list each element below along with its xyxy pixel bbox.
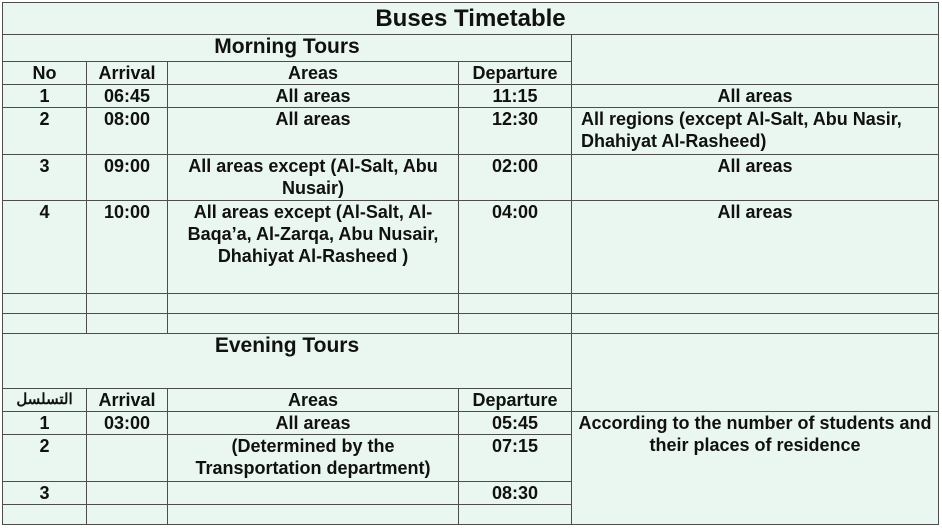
- row-departure: 12:30: [459, 108, 572, 155]
- evening-tours-heading: Evening Tours: [3, 334, 572, 389]
- evening-departure-areas-note: According to the number of students and their places of residence: [572, 412, 939, 525]
- col-header-arrival: Arrival: [87, 389, 168, 412]
- row-departure: 11:15: [459, 85, 572, 108]
- row-departure-areas: All areas: [572, 155, 939, 201]
- empty-cell: [572, 334, 939, 412]
- empty-row: [3, 314, 939, 334]
- col-header-no: No: [3, 62, 87, 85]
- timetable-title: Buses Timetable: [3, 3, 939, 35]
- table-row: [3, 108, 939, 155]
- row-no: 1: [3, 85, 87, 108]
- row-areas: (Determined by the Transportation department): [168, 435, 459, 482]
- row-arrival: 08:00: [87, 108, 168, 155]
- row-areas: All areas: [168, 85, 459, 108]
- row-areas: All areas except (Al-Salt, Abu Nusair): [168, 155, 459, 201]
- row-no: 2: [3, 108, 87, 155]
- row-no: 3: [3, 482, 87, 505]
- row-areas: All areas: [168, 108, 459, 155]
- row-no: 2: [3, 435, 87, 482]
- row-departure-areas: All areas: [572, 85, 939, 108]
- row-arrival: [87, 482, 168, 505]
- row-departure-areas: All regions (except Al-Salt, Abu Nasir, Dhahiyat Al-Rasheed): [572, 108, 939, 155]
- col-header-no: التسلسل: [3, 389, 87, 412]
- row-no: 4: [3, 201, 87, 294]
- col-header-areas: Areas: [168, 62, 459, 85]
- col-header-departure: Departure: [459, 389, 572, 412]
- row-arrival: [87, 435, 168, 482]
- col-header-departure: Departure: [459, 62, 572, 85]
- row-arrival: 06:45: [87, 85, 168, 108]
- morning-tours-heading: Morning Tours: [3, 35, 572, 62]
- row-arrival: 09:00: [87, 155, 168, 201]
- row-areas: [168, 482, 459, 505]
- buses-timetable: [2, 2, 939, 525]
- row-departure: 07:15: [459, 435, 572, 482]
- row-departure: 08:30: [459, 482, 572, 505]
- table-row: [3, 412, 939, 435]
- row-departure: 04:00: [459, 201, 572, 294]
- row-areas: All areas except (Al-Salt, Al-Baqa’a, Al-Zarqa, Abu Nusair, Dhahiyat Al-Rasheed ): [168, 201, 459, 294]
- col-header-areas: Areas: [168, 389, 459, 412]
- row-departure: 05:45: [459, 412, 572, 435]
- col-header-arrival: Arrival: [87, 62, 168, 85]
- row-departure-areas: All areas: [572, 201, 939, 294]
- empty-row: [3, 294, 939, 314]
- row-departure: 02:00: [459, 155, 572, 201]
- row-areas: All areas: [168, 412, 459, 435]
- row-no: 1: [3, 412, 87, 435]
- row-arrival: 10:00: [87, 201, 168, 294]
- empty-cell: [572, 35, 939, 85]
- table-row: [3, 201, 939, 294]
- row-arrival: 03:00: [87, 412, 168, 435]
- table-row: [3, 85, 939, 108]
- row-no: 3: [3, 155, 87, 201]
- table-row: [3, 155, 939, 201]
